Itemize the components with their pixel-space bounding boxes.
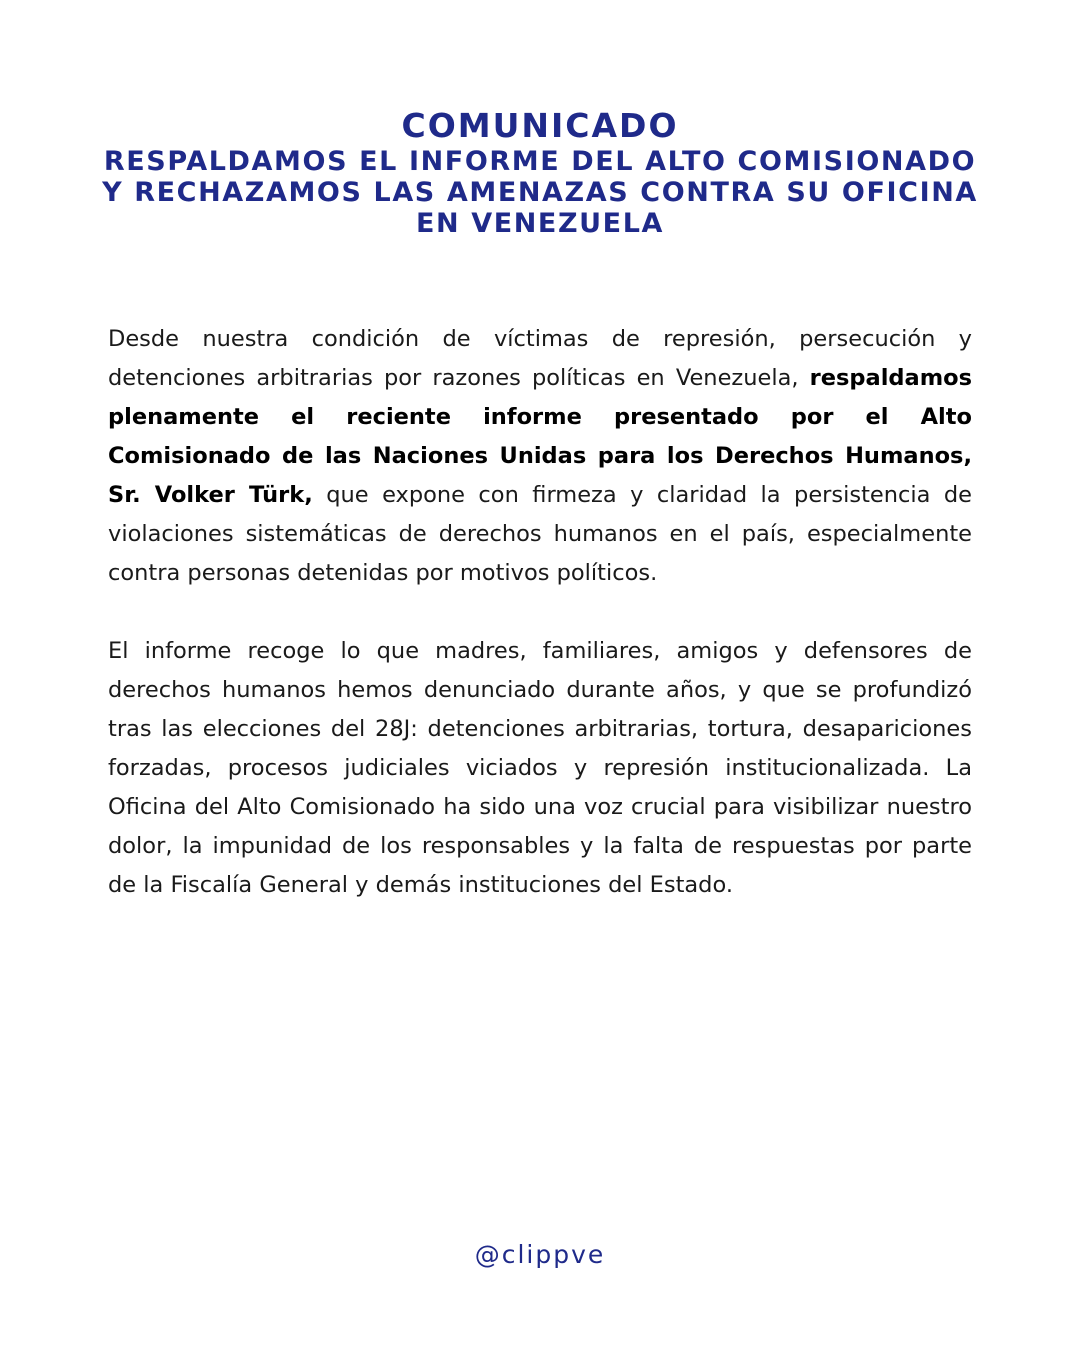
paragraph-1-bold: respaldamos plenamente el reciente informe presentado por el Alto Comisionado de las Naciones Unidas para los Derechos Humanos, Sr. Volker Türk, [108,365,972,508]
social-handle: @clippve [474,1240,606,1269]
paragraph-1-rest: que expone con firmeza y claridad la persistencia de violaciones sistemáticas de derechos humanos en el país, especialmente contra personas detenidas por motivos políticos. [108,482,973,586]
paragraph-2: El informe recoge lo que madres, familiares, amigos y defensores de derechos humanos hemos denunciado durante años, y que se profundizó tras las elecciones del 28J: detenciones arbitrarias, tortura, desapariciones forzadas, procesos judiciales viciados y represión institucionalizada. La Oficina del Alto Comisionado ha sido una voz crucial para visibilizar nuestro dolor, la impunidad de los responsables y la falta de respuestas por parte de la Fiscalía General y demás instituciones del Estado. [108,638,972,898]
document-subtitle: RESPALDAMOS EL INFORME DEL ALTO COMISIONADO Y RECHAZAMOS LAS AMENAZAS CONTRA SU OFICINA EN VENEZUELA [102,146,978,239]
document-body [108,320,972,944]
paragraph-1 [108,320,972,593]
document-title: COMUNICADO [401,106,679,145]
document-header [0,106,1080,239]
paragraph-1-intro: Desde nuestra condición de víctimas de represión, persecución y detenciones arbitrarias por razones políticas en Venezuela, [108,326,972,391]
